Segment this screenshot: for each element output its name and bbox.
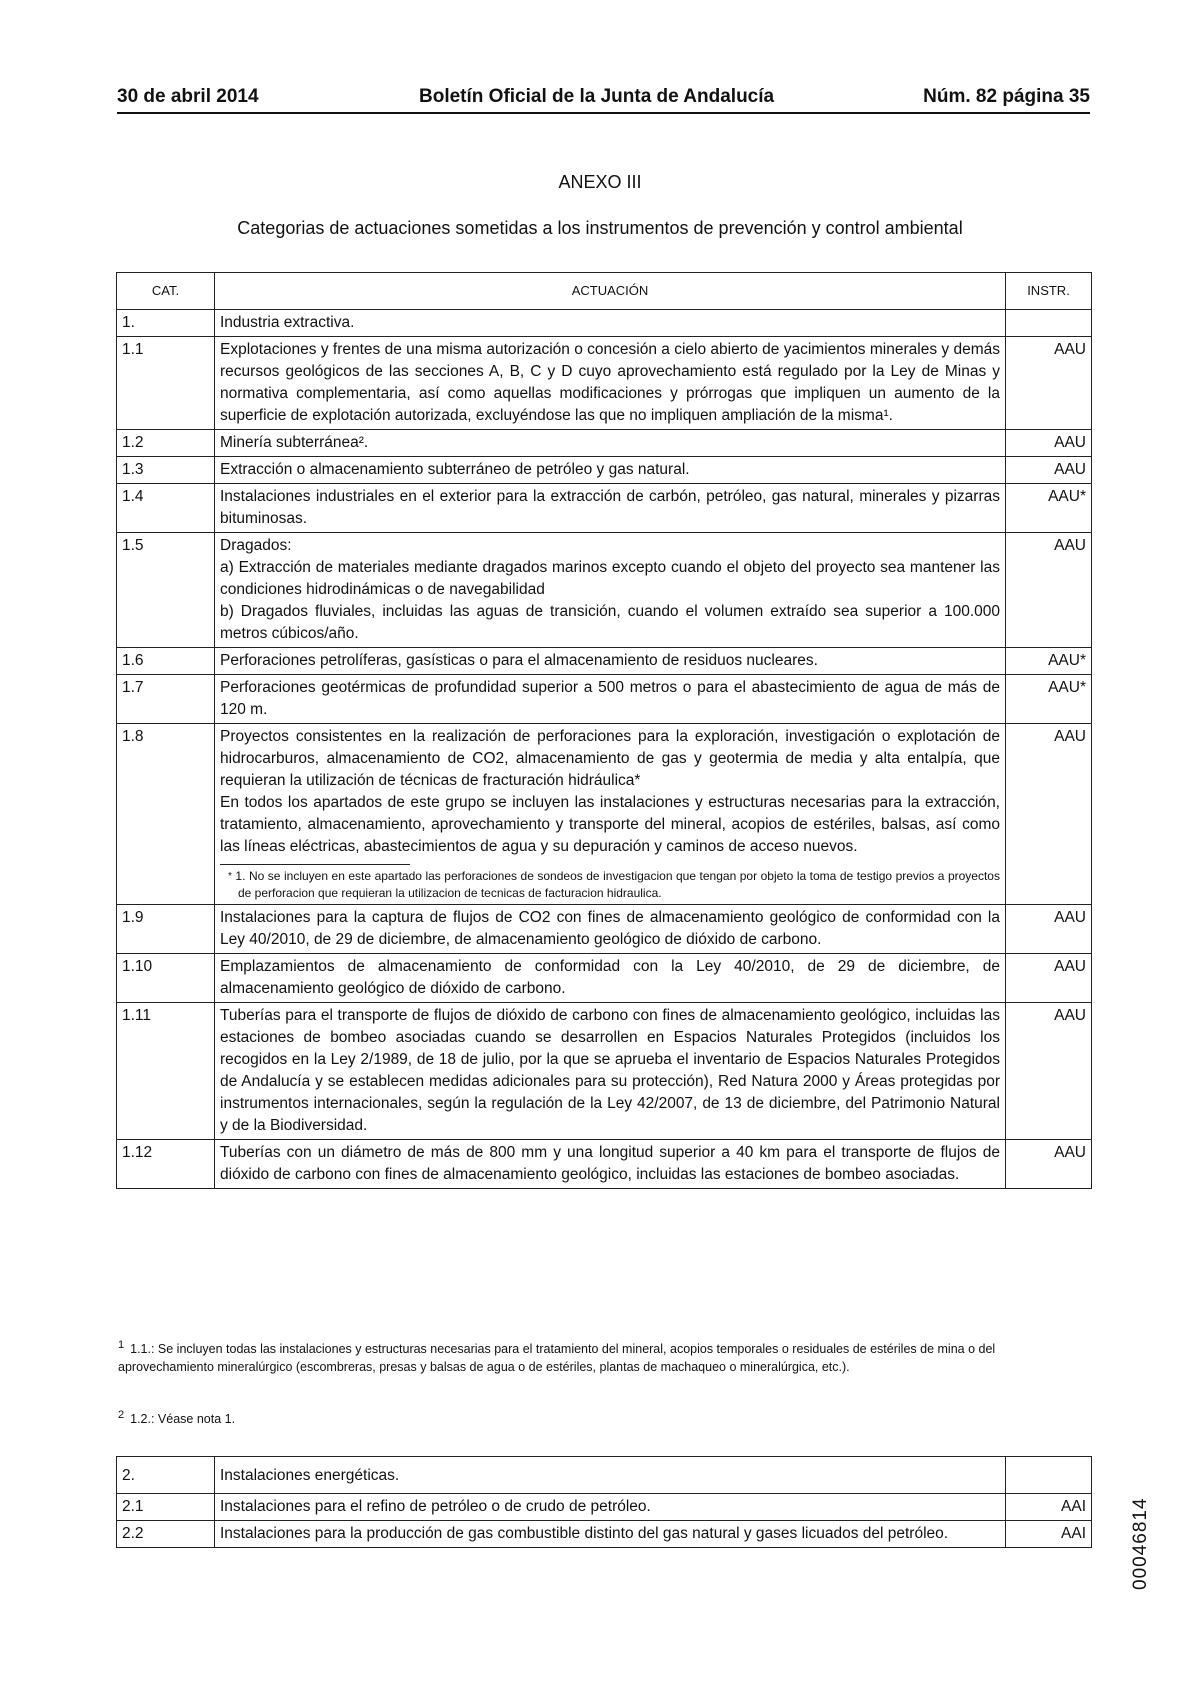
section-row [117, 1457, 1092, 1494]
act-line: Proyectos consistentes en la realización de perforaciones para la exploración, investigación o explotación de hidrocarburos, almacenamiento de CO2, almacenamiento de gas y geotermia de media y alta entalpía, que requieran la utilización de técnicas de fracturación hidráulica* [220, 728, 1000, 789]
row-cat: 1.1 [117, 337, 215, 430]
row-instr: AAU [1006, 457, 1092, 484]
actions-table-1 [116, 272, 1092, 1189]
footnote-text: 1.1.: Se incluyen todas las instalaciones y estructuras necesarias para el tratamiento del mineral, acopios temporales o residuales de estériles de mina o del aprovechamiento mineralúrgico (escombreras, presas y balsas de agua o de estériles, plantas de machaqueo o mineralúrgica, etc.). [118, 1342, 996, 1375]
act-line: En todos los apartados de este grupo se incluyen las instalaciones y estructuras necesarias para la extracción, tratamiento, almacenamiento, aprovechamiento y transporte del mineral, acopios de estériles, balsas, así como las líneas eléctricas, abastecimientos de agua y su depuración y caminos de acceso nuevos. [220, 794, 1000, 855]
row-instr: AAU [1006, 724, 1092, 905]
row-instr: AAU* [1006, 484, 1092, 533]
section-instr [1006, 310, 1092, 337]
table-header-row [117, 273, 1092, 310]
table-row [117, 648, 1092, 675]
section-act: Industria extractiva. [215, 310, 1006, 337]
row-instr: AAU* [1006, 675, 1092, 724]
footnote-mark: 1 [118, 1339, 125, 1351]
table-row [117, 1494, 1092, 1521]
row-act: Instalaciones para la producción de gas combustible distinto del gas natural y gases licuados del petróleo. [215, 1521, 1006, 1548]
row-instr: AAU [1006, 430, 1092, 457]
row-act: Tuberías con un diámetro de más de 800 mm y una longitud superior a 40 km para el transporte de flujos de dióxido de carbono con fines de almacenamiento geológico, incluidas las estaciones de bombeo asociadas. [215, 1140, 1006, 1189]
row-act [215, 724, 1006, 905]
row-act: Instalaciones para la captura de flujos de CO2 con fines de almacenamiento geológico de conformidad con la Ley 40/2010, de 29 de diciembre, de almacenamiento geológico de dióxido de carbono. [215, 905, 1006, 954]
row-act [215, 533, 1006, 648]
row-act: Tuberías para el transporte de flujos de dióxido de carbono con fines de almacenamiento geológico, incluidas las estaciones de bombeo asociadas cuando se desarrollen en Espacios Naturales Protegidos (incluidos los recogidos en la Ley 2/1989, de 18 de julio, por la que se aprueba el inventario de Espacios Naturales Protegidos de Andalucía y se establecen medidas adicionales para su protección), Red Natura 2000 y Áreas protegidas por instrumentos internacionales, según la regulación de la Ley 42/2007, de 13 de diciembre, del Patrimonio Natural y de la Biodiversidad. [215, 1003, 1006, 1140]
act-line: Dragados: [220, 537, 292, 554]
note-mark: * [228, 871, 232, 882]
header-act: ACTUACIÓN [215, 273, 1006, 310]
row-cat: 2.2 [117, 1521, 215, 1548]
table-row [117, 484, 1092, 533]
table-row [117, 430, 1092, 457]
row-instr: AAU [1006, 533, 1092, 648]
row-instr: AAI [1006, 1494, 1092, 1521]
note-text: 1. No se incluyen en este apartado las perforaciones de sondeos de investigacion que tengan por objeto la toma de testigo previos a proyectos de perforacion que requieran la utilizacion de tecnicas de facturacion hidraulica. [235, 869, 1000, 900]
row-act: Instalaciones para el refino de petróleo o de crudo de petróleo. [215, 1494, 1006, 1521]
act-line: a) Extracción de materiales mediante dragados marinos excepto cuando el objeto del proyecto sea mantener las condiciones hidrodinámicas o de navegabilidad [220, 559, 1000, 598]
act-line: b) Dragados fluviales, incluidas las aguas de transición, cuando el volumen extraído sea superior a 100.000 metros cúbicos/año. [220, 603, 1000, 642]
row-cat: 1.6 [117, 648, 215, 675]
row-cat: 2.1 [117, 1494, 215, 1521]
row-cat: 1.4 [117, 484, 215, 533]
table-row [117, 1521, 1092, 1548]
table-row [117, 533, 1092, 648]
row-cat: 1.5 [117, 533, 215, 648]
row-act: Instalaciones industriales en el exterior para la extracción de carbón, petróleo, gas natural, minerales y pizarras bituminosas. [215, 484, 1006, 533]
section-instr [1006, 1457, 1092, 1494]
row-cat: 1.7 [117, 675, 215, 724]
section-cat: 1. [117, 310, 215, 337]
inline-note [220, 864, 1000, 902]
section-row [117, 310, 1092, 337]
row-cat: 1.11 [117, 1003, 215, 1140]
row-act: Emplazamientos de almacenamiento de conformidad con la Ley 40/2010, de 29 de diciembre, de almacenamiento geológico de dióxido de carbono. [215, 954, 1006, 1003]
row-act: Extracción o almacenamiento subterráneo de petróleo y gas natural. [215, 457, 1006, 484]
annex-subtitle: Categorias de actuaciones sometidas a los instrumentos de prevención y control ambiental [237, 218, 963, 238]
row-instr: AAU* [1006, 648, 1092, 675]
header-date: 30 de abril 2014 [117, 86, 259, 107]
table-row [117, 1003, 1092, 1140]
table-row [117, 675, 1092, 724]
row-cat: 1.8 [117, 724, 215, 905]
footnote-1 [118, 1336, 1090, 1376]
row-instr: AAU [1006, 337, 1092, 430]
header-page-number: Núm. 82 página 35 [923, 86, 1090, 107]
table-row [117, 954, 1092, 1003]
row-instr: AAU [1006, 905, 1092, 954]
row-act: Explotaciones y frentes de una misma autorización o concesión a cielo abierto de yacimientos minerales y demás recursos geológicos de las secciones A, B, C y D cuyo aprovechamiento está regulado por la Ley de Minas y normativa complementaria, así como aquellas modificaciones y prórrogas que impliquen un aumento de la superficie de explotación autorizada, excluyéndose las que no impliquen ampliación de la misma¹. [215, 337, 1006, 430]
footnote-mark: 2 [118, 1409, 125, 1421]
row-cat: 1.2 [117, 430, 215, 457]
table-row [117, 905, 1092, 954]
row-cat: 1.10 [117, 954, 215, 1003]
header-cat: CAT. [117, 273, 215, 310]
footnote-text: 1.2.: Véase nota 1. [130, 1412, 236, 1427]
header-title: Boletín Oficial de la Junta de Andalucía [419, 86, 775, 107]
section-cat: 2. [117, 1457, 215, 1494]
table-row [117, 337, 1092, 430]
page-header [117, 86, 1090, 114]
footnote-2 [118, 1406, 1090, 1428]
row-instr: AAU [1006, 954, 1092, 1003]
table-row [117, 457, 1092, 484]
table-row [117, 1140, 1092, 1189]
row-instr: AAU [1006, 1140, 1092, 1189]
row-act: Perforaciones geotérmicas de profundidad superior a 500 metros o para el abastecimiento de agua de más de 120 m. [215, 675, 1006, 724]
actions-table-2 [116, 1456, 1092, 1548]
row-cat: 1.9 [117, 905, 215, 954]
annex-title: ANEXO III [558, 172, 642, 192]
row-act: Minería subterránea². [215, 430, 1006, 457]
row-instr: AAI [1006, 1521, 1092, 1548]
row-cat: 1.3 [117, 457, 215, 484]
header-instr: INSTR. [1006, 273, 1092, 310]
section-act: Instalaciones energéticas. [215, 1457, 1006, 1494]
row-cat: 1.12 [117, 1140, 215, 1189]
document-code: 00046814 [1130, 1497, 1151, 1590]
table-row [117, 724, 1092, 905]
row-act: Perforaciones petrolíferas, gasísticas o para el almacenamiento de residuos nucleares. [215, 648, 1006, 675]
row-instr: AAU [1006, 1003, 1092, 1140]
